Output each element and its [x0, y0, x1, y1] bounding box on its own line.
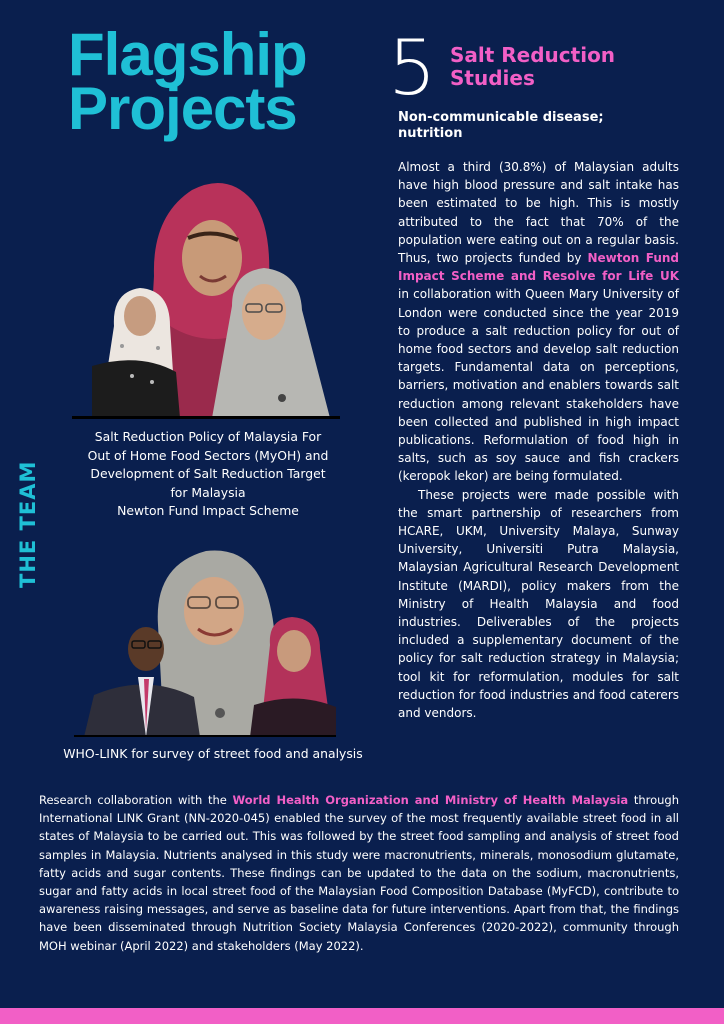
team-1-caption-line-4: for Malaysia [170, 484, 246, 500]
page-title [68, 21, 307, 142]
section-subtitle: Non-communicable disease; nutrition [398, 110, 604, 141]
section-title [450, 44, 615, 90]
bottom-highlight: World Health Organization and Ministry of Health Malaysia [232, 793, 629, 807]
person-left [92, 288, 180, 418]
body-text [398, 158, 679, 722]
bottom-part2: through International LINK Grant (NN-2020-045) enabled the survey of the most frequently available street food in all states of Malaysia to be carried out. This was followed by the street food sampling and analysis of street food samples in Malaysia. Nutrients analysed in this study were macronutrients, minerals, monosodium glutamate, fatty acids and sugar contents. These findings can be updated to the data on the sodium, macronutrients, sugar and fatty acids in local street food of the Malaysian Food Composition Database (MyFCD), contribute to awareness raising messages, and serve as baseline data for future interventions. Apart from that, the findings have been disseminated through Nutrition Society Malaysia Conferences (2020-2022), community through MOH webinar (April 2022) and stakeholders (May 2022). [39, 793, 680, 953]
photo-2-underline [74, 735, 336, 737]
body-p1-highlight: Newton Fund Impact Scheme and Resolve for Life UK [398, 251, 679, 284]
body-p1-part1: Almost a third (30.8%) of Malaysian adults have high blood pressure and salt intake has been estimated to be high. This is mostly attributed to the fact that 70% of the population were eating out on a regular basis. Thus, two projects funded by [398, 160, 679, 266]
body-paragraph-2: These projects were made possible with the smart partnership of researchers from HCARE, UKM, University Malaya, Sunway University, Universiti Putra Malaysia, Malaysian Agricultural Research Development Institute (MARDI), policy makers from the Ministry of Health Malaysia and food industries. Deliverables of the projects included a supplementary document of the policy for salt reduction strategy in Malaysia; tool kit for reformulation, modules for salt reduction for food industries and food caterers and vendors. [398, 487, 679, 721]
footer-pink-bar [0, 1008, 724, 1024]
title-line-2: Projects [68, 75, 297, 142]
title-line-1: Flagship [68, 21, 307, 88]
team-2-caption: WHO-LINK for survey of street food and analysis [63, 746, 363, 761]
team-1-caption-line-3: Development of Salt Reduction Target [90, 466, 326, 482]
section-title-line-2: Studies [450, 66, 535, 90]
body-paragraph-1 [398, 158, 679, 486]
photo-1-underline [72, 416, 340, 419]
bottom-part1: Research collaboration with the [39, 793, 233, 807]
team-photo-2 [74, 545, 336, 737]
section-title-line-1: Salt Reduction [450, 43, 616, 67]
team-side-label: THE TEAM [16, 460, 40, 588]
team-1-caption-line-5: Newton Fund Impact Scheme [117, 503, 299, 519]
team-1-caption-line-2: Out of Home Food Sectors (MyOH) and [87, 447, 329, 463]
bottom-paragraph [39, 791, 679, 955]
body-p1-part2: in collaboration with Queen Mary University of London were conducted since the year 2019 to produce a salt reduction policy for out of home food sectors and develop salt reduction targets. Fundamental data on perceptions, barriers, motivation and enablers towards salt reduction among relevant stakeholders have been collected and published in high impact publications. Reformulation of food high in salts, such as soy sauce and fish crackers (keropok lekor) are being formulated. [398, 287, 679, 484]
team-1-caption [60, 428, 356, 521]
team-1-caption-line-1: Salt Reduction Policy of Malaysia For [94, 429, 322, 444]
section-number: 5 [388, 23, 437, 112]
team-photo-1 [92, 176, 332, 418]
